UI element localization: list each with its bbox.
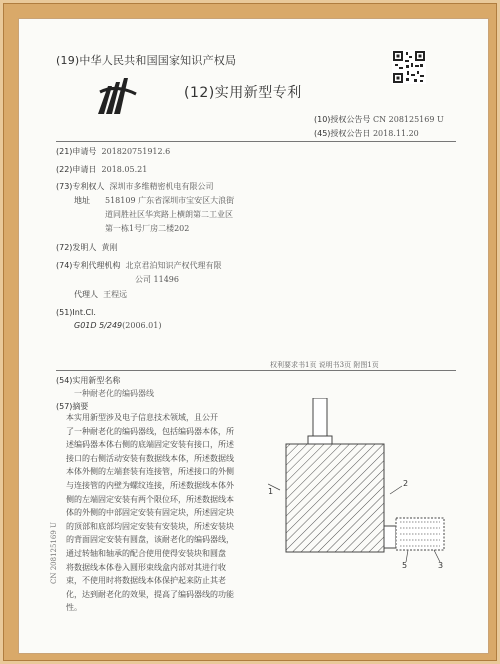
agent: 代理人 王程远 xyxy=(74,290,128,299)
inventor: (72)发明人 黄刚 xyxy=(56,243,118,252)
patent-agency: (74)专利代理机构 北京君泊知识产权代理有限 xyxy=(56,261,222,270)
figure-label: 2 xyxy=(403,479,409,488)
frame xyxy=(3,3,497,661)
leader-line xyxy=(390,486,402,494)
ipc-label: (51)Int.Cl. xyxy=(56,308,96,317)
abstract-label: (57)摘要 xyxy=(56,402,89,411)
address-line: 518109 广东省深圳市宝安区大浪街 xyxy=(105,196,235,205)
qr-code-icon xyxy=(392,50,426,84)
document-type: (12)实用新型专利 xyxy=(184,85,302,101)
shaft-collar xyxy=(308,436,332,444)
connector-interface xyxy=(384,526,396,548)
utility-model-title: 一种耐老化的编码器线 xyxy=(74,389,154,398)
abstract-rule xyxy=(56,370,456,371)
address-line: 第一栋1号厂房二楼202 xyxy=(105,224,190,233)
abstract-text: 本实用新型涉及电子信息技术领域，且公开 了一种耐老化的编码器线，包括编码器本体，所 述编码器本体右侧的底端固定安装有接口，所述 接口的右侧活动安装有数据线本体，所述数据线 本体外侧的左端套装有连接管，所述接口的外侧 与连接管的内壁为螺纹连接，所述数据线本体外 侧的左端固定安装有两个限位环，所述数据线本 体的外侧的中部固定安装有固定块，所述固定块 的顶部和底部均固定安装有安装块，所述安装块 的背面固定安装有圆盘，该耐老化的编码器线， 通过转轴和轴承的配合使用使得安装块和圆盘 将数据线本体卷入圆形束线盒内部对其进行收 束，不使用时将数据线本体保护起来防止其老 化，达到耐老化的效果，提高了编码器线的功能 性。 xyxy=(66,413,234,613)
figure-label: 5 xyxy=(402,561,408,568)
ipc-class: G01D 5/249(2006.01) xyxy=(74,321,162,330)
application-number: (21)申请号 201820751912.6 xyxy=(56,147,171,156)
patent-page xyxy=(18,18,489,654)
address-label: 地址 xyxy=(74,196,90,205)
side-publication-number: CN 208125169 U xyxy=(50,522,58,584)
page-count-summary: 权利要求书1页 说明书3页 附图1页 xyxy=(270,361,379,369)
encoder-shaft xyxy=(313,398,327,438)
filing-date: (22)申请日 2018.05.21 xyxy=(56,165,148,174)
publication-number: (10)授权公告号 CN 208125169 U xyxy=(314,115,444,124)
patent-owner: (73)专利权人 深圳市多维精密机电有限公司 xyxy=(56,182,214,191)
agency-line: 公司 11496 xyxy=(135,275,179,284)
figure-label: 3 xyxy=(438,561,444,568)
representative-drawing xyxy=(268,398,448,568)
figure-label: 1 xyxy=(268,487,274,496)
title-label: (54)实用新型名称 xyxy=(56,376,121,385)
authority-header: (19)中华人民共和国国家知识产权局 xyxy=(56,54,237,67)
publication-date: (45)授权公告日 2018.11.20 xyxy=(314,129,419,138)
address-line: 道同胜社区华宾路上横朗第二工业区 xyxy=(105,210,233,219)
patent-office-logo xyxy=(94,72,140,118)
encoder-body xyxy=(286,444,384,552)
header-rule xyxy=(56,141,456,142)
